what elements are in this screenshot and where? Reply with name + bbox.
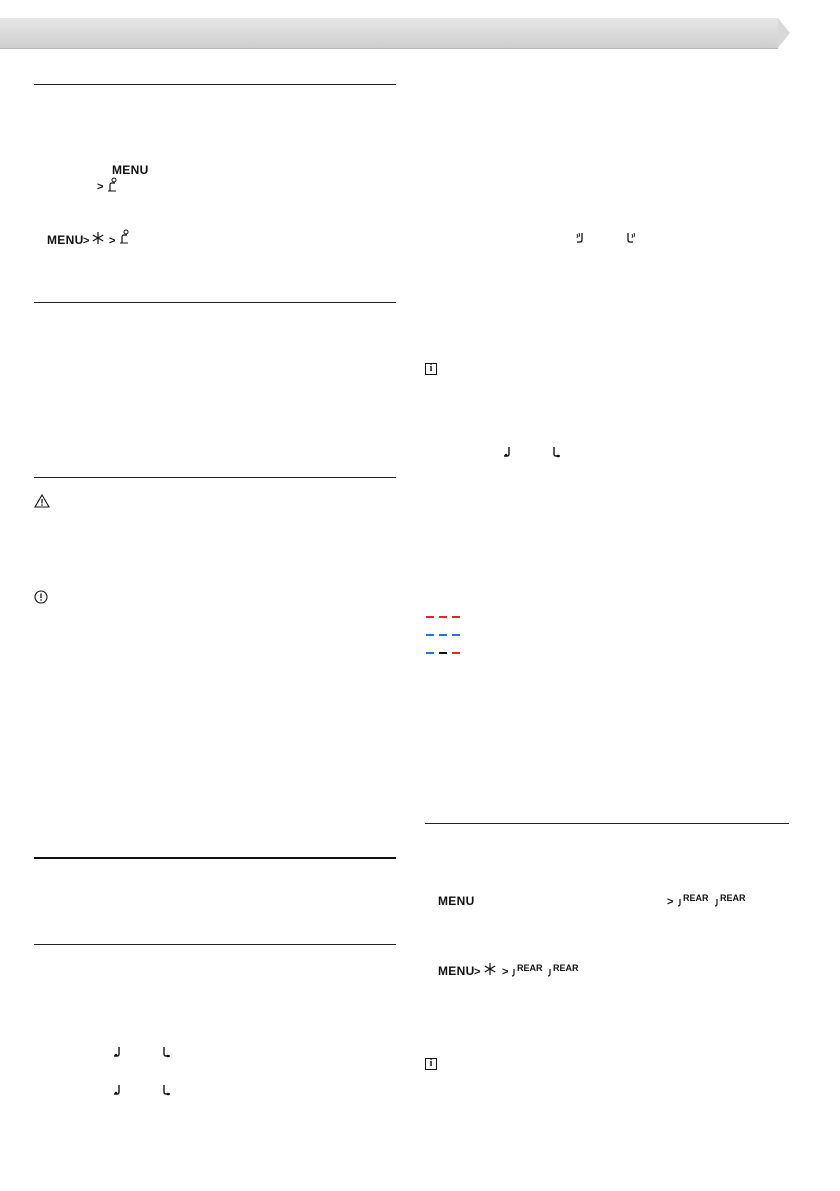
rear-label: REAR [720, 893, 746, 903]
header-bar [0, 18, 778, 49]
warning-icon [34, 493, 50, 509]
legend-dash-row [426, 652, 462, 655]
info-icon: i [425, 363, 437, 375]
section-rule [34, 84, 396, 85]
rear-label: REAR [683, 893, 709, 903]
snowflake-icon [91, 231, 105, 245]
section-rule [34, 477, 396, 478]
legend-dash [439, 634, 447, 636]
legend-dash [452, 634, 460, 636]
info-icon: i [425, 1058, 437, 1070]
seat-climate-icon [624, 231, 636, 245]
legend-dash [452, 652, 460, 654]
legend-dash [426, 652, 434, 654]
legend-dash-row [426, 616, 462, 619]
path-separator: > [109, 235, 116, 247]
menu-label: MENU [47, 233, 84, 247]
header-arrow [778, 18, 790, 48]
seat-heat-icon [113, 1045, 125, 1059]
seat-climate-icon [106, 177, 120, 193]
path-separator: > [474, 966, 481, 978]
seat-heat-icon [503, 445, 515, 459]
menu-label: MENU [438, 964, 475, 978]
path-separator: > [667, 896, 674, 908]
section-rule [425, 823, 789, 824]
snowflake-icon [483, 962, 497, 976]
legend-dash [439, 652, 447, 654]
section-rule [34, 944, 396, 945]
path-separator: > [502, 966, 509, 978]
menu-label: MENU [438, 894, 475, 908]
seat-heat-icon [551, 445, 563, 459]
seat-climate-icon [118, 229, 132, 245]
path-separator: > [97, 181, 104, 193]
legend-dash [426, 616, 434, 618]
seat-climate-icon [575, 231, 587, 245]
legend-dash [439, 616, 447, 618]
section-rule [34, 857, 396, 859]
seat-heat-icon [161, 1083, 173, 1097]
rear-label: REAR [553, 963, 579, 973]
path-separator: > [83, 235, 90, 247]
seat-heat-icon [113, 1083, 125, 1097]
caution-icon [34, 590, 48, 604]
menu-label: MENU [112, 163, 149, 177]
section-rule [34, 302, 396, 303]
seat-heat-icon [161, 1045, 173, 1059]
legend-dash-row [426, 634, 462, 637]
legend-dash [426, 634, 434, 636]
rear-label: REAR [517, 963, 543, 973]
legend-dash [452, 616, 460, 618]
